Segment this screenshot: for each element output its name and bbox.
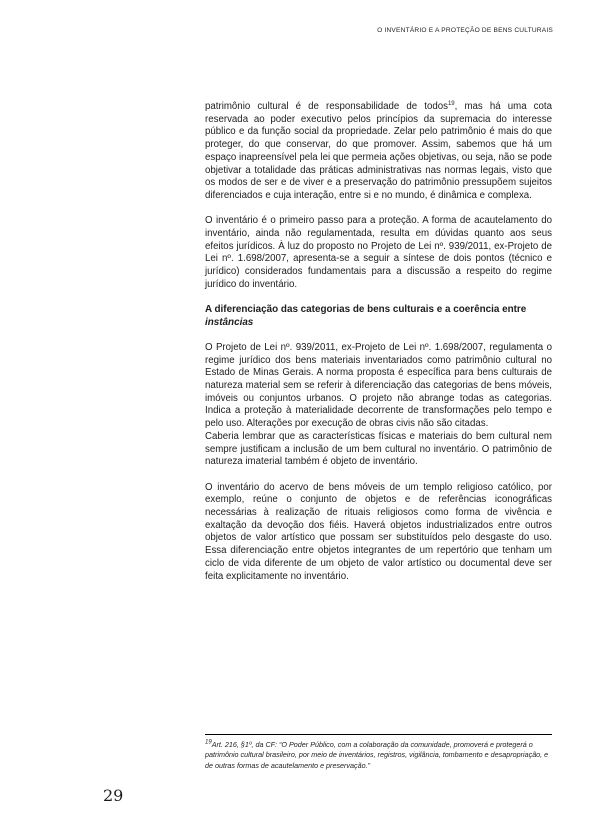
footnote (205, 740, 552, 771)
paragraph-spacer (205, 292, 552, 305)
paragraph-3: O Projeto de Lei nº. 939/2011, ex-Projeto de Lei nº. 1.698/2007, regulamenta o regime jurídico dos bens materiais inventariados como patrimônio cultural no Estado de Minas Gerais. A norma proposta é específica para bens culturais de natureza material sem se referir à diferenciação das categorias de bens móveis, imóveis ou conjuntos urbanos. O projeto não abrange todas as categorias. Indica a proteção à materialidade decorrente de transformações pelo tempo e pelo uso. Alterações por execução de obras civis não são citadas. (205, 341, 552, 430)
paragraph-spacer (205, 469, 552, 482)
subheading-line-1: A diferenciação das categorias de bens culturais e a coerência entre (205, 304, 527, 316)
body-text (205, 101, 552, 583)
footnote-divider (205, 734, 552, 735)
footnote-reference[interactable]: 19 (447, 100, 455, 107)
paragraph-2: O inventário é o primeiro passo para a proteção. A forma de acautelamento do inventário, ainda não regulamentada, resulta em dúvidas quanto aos seus efeitos jurídicos. À luz do proposto no Projeto de Lei nº. 939/2011, ex-Projeto de Lei nº. 1.698/2007, apresenta-se a seguir a síntese de dois pontos (técnico e jurídico) considerados fundamentais para a discussão a respeito do regime jurídico do inventário. (205, 215, 552, 290)
paragraph-1 (205, 101, 552, 203)
paragraph-1-text-end: , mas há uma cota reservada ao poder executivo pelos princípios da supremacia do interesse público e da função social da propriedade. Zelar pelo patrimônio é mais do que proteger, do que conservar, do que promover. Assim, sabemos que há um espaço inapreensível pela lei que permeia ações objetivas, ou seja, não se pode objetivar a totalidade das práticas administrativas nas normas legais, visto que os modos de ser e de viver e a preservação do patrimônio pressupõem sujeitos diferenciados e cuja interação, entre si e no mundo, é dinâmica e complexa. (205, 101, 552, 201)
footnote-number: 19 (205, 739, 212, 746)
subheading-line-2: instâncias (205, 316, 254, 328)
running-header: O INVENTÁRIO E A PROTEÇÃO DE BENS CULTURAIS (377, 27, 553, 34)
section-subheading (205, 304, 552, 329)
paragraph-1-text-start: patrimônio cultural é de responsabilidade de todos (205, 101, 448, 112)
paragraph-4: Caberia lembrar que as características físicas e materiais do bem cultural nem sempre justificam a inclusão de um bem cultural no inventário. O patrimônio de natureza imaterial também é objeto de inventário. (205, 430, 552, 468)
footnote-text: Art. 216, §1º, da CF: “O Poder Público, com a colaboração da comunidade, promoverá e protegerá o patrimônio cultural brasileiro, por meio de inventários, registros, vigilância, tombamento e desapropriação, e de outras formas de acautelamento e preservação.” (205, 740, 549, 770)
paragraph-5: O inventário do acervo de bens móveis de um templo religioso católico, por exemplo, reúne o conjunto de objetos e de referências iconográficas necessárias à realização de rituais religiosos como forma de vivência e exaltação da devoção dos fiéis. Haverá objetos industrializados entre outros objetos de valor artístico que possam ser substituídos pelo desgaste do uso. Essa diferenciação entre objetos integrantes de um repertório que tenham um ciclo de vida diferente de um objeto de valor artístico ou documental deve ser feita explicitamente no inventário. (205, 481, 552, 582)
paragraph-spacer (205, 329, 552, 342)
paragraph-spacer (205, 203, 552, 216)
page-number: 29 (103, 786, 124, 805)
